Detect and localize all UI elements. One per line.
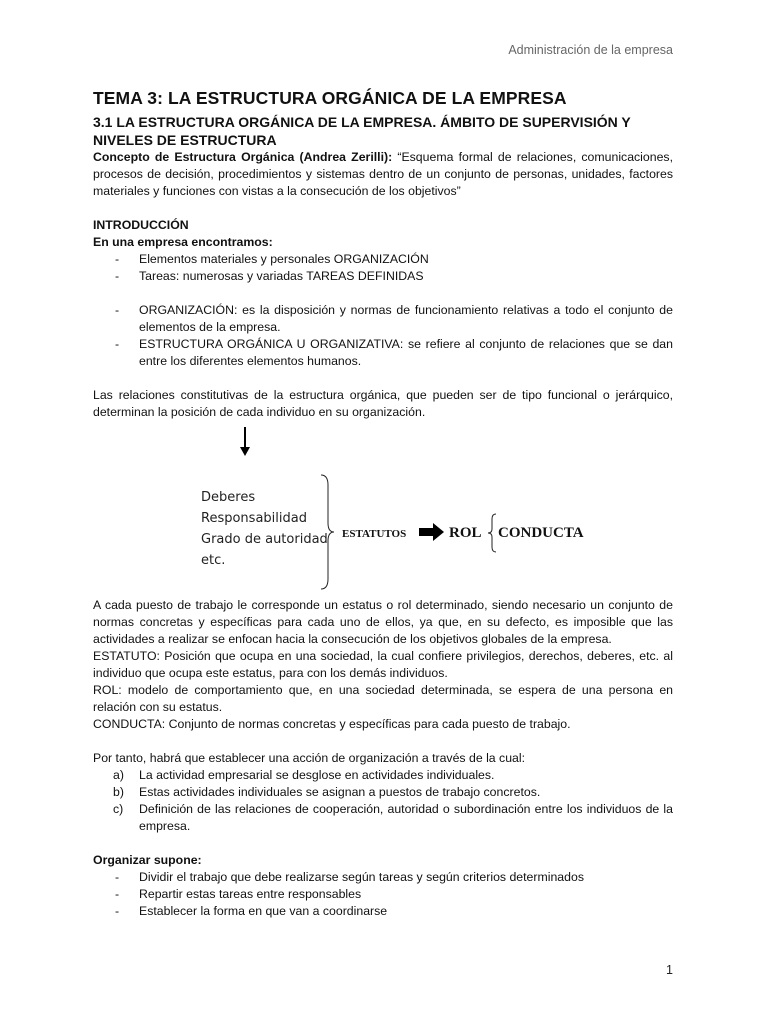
concept-paragraph xyxy=(93,149,673,200)
document-body xyxy=(93,88,673,920)
page-number: 1 xyxy=(666,963,673,977)
list-item xyxy=(93,268,673,285)
running-header: Administración de la empresa xyxy=(508,43,673,57)
relations-paragraph: Las relaciones constitutivas de la estructura orgánica, que pueden ser de tipo funcional o jerárquico, determinan la posición de cada individuo en su organización. xyxy=(93,388,673,419)
intro-list-1 xyxy=(93,251,673,285)
right-arrow-icon xyxy=(419,522,445,542)
diagram-item: Responsabilidad xyxy=(201,511,307,526)
list-item-text: Elementos materiales y personales ORGANIZACIÓN xyxy=(139,252,429,266)
concept-text: “Esquema formal de relaciones, comunicaciones, procesos de decisión, procedimientos y sistemas dentro de un conjunto de personas, unidades, factores materiales y funciones con vistas a la consecución de los objetivos” xyxy=(93,150,673,198)
left-brace-icon xyxy=(487,513,497,553)
concept-label: Concepto de Estructura Orgánica (Andrea Zerilli): xyxy=(93,150,393,164)
list-marker: a) xyxy=(113,768,124,782)
dash-bullet: - xyxy=(115,904,120,918)
page-title: TEMA 3: LA ESTRUCTURA ORGÁNICA DE LA EMPRESA xyxy=(93,88,567,108)
diagram-items xyxy=(201,487,328,571)
dash-bullet: - xyxy=(115,252,120,266)
dash-bullet: - xyxy=(115,303,120,317)
list-item xyxy=(93,336,673,370)
list-item-text: Tareas: numerosas y variadas TAREAS DEFINIDAS xyxy=(139,269,424,283)
paragraph-rol: ROL: modelo de comportamiento que, en una sociedad determinada, se espera de una persona en relación con su estatus. xyxy=(93,683,673,714)
list-item xyxy=(93,251,673,268)
dash-bullet: - xyxy=(115,269,120,283)
list-item xyxy=(93,886,673,903)
down-arrow-icon xyxy=(244,427,246,449)
intro-list-2 xyxy=(93,302,673,370)
list-item xyxy=(93,801,673,835)
paragraph-conducta: CONDUCTA: Conjunto de normas concretas y específicas para cada puesto de trabajo. xyxy=(93,717,571,731)
organizar-heading: Organizar supone: xyxy=(93,853,202,867)
dash-bullet: - xyxy=(115,870,120,884)
list-item-text: Establecer la forma en que van a coordinarse xyxy=(139,904,388,918)
list-marker: b) xyxy=(113,785,124,799)
diagram-item: Deberes xyxy=(201,490,256,505)
list-item-text: Estas actividades individuales se asignan a puestos de trabajo concretos. xyxy=(139,785,541,799)
paragraph-status: A cada puesto de trabajo le corresponde un estatus o rol determinado, siendo necesario un conjunto de normas concretas y específicas para cada uno de ellos, ya que, en su defecto, es imposible que las actividades a realizar se enfocan hacia la consecución de los objetivos globales de la empresa. xyxy=(93,598,673,646)
diagram-item: Grado de autoridad xyxy=(201,532,328,547)
conducta-label: CONDUCTA xyxy=(498,525,584,541)
paragraph-accion: Por tanto, habrá que establecer una acción de organización a través de la cual: xyxy=(93,751,526,765)
list-item xyxy=(93,302,673,336)
list-item-text: ESTRUCTURA ORGÁNICA U ORGANIZATIVA: se refiere al conjunto de relaciones que se dan entre los diferentes elementos humanos. xyxy=(139,337,673,368)
status-diagram xyxy=(93,421,673,597)
list-item-text: Repartir estas tareas entre responsables xyxy=(139,887,362,901)
right-brace-icon xyxy=(318,473,338,591)
section-subtitle: 3.1 LA ESTRUCTURA ORGÁNICA DE LA EMPRESA. ÁMBITO DE SUPERVISIÓN Y NIVELES DE ESTRUCTURA xyxy=(93,114,631,148)
down-arrow-head-icon xyxy=(240,447,250,456)
intro-subheading: En una empresa encontramos: xyxy=(93,235,273,249)
estatutos-label: ESTATUTOS xyxy=(342,528,407,540)
list-item-text: Definición de las relaciones de cooperación, autoridad o subordinación entre los individuos de la empresa. xyxy=(139,802,673,833)
diagram-item: etc. xyxy=(201,553,226,568)
list-item xyxy=(93,869,673,886)
rol-label: ROL xyxy=(449,525,482,541)
dash-bullet: - xyxy=(115,337,120,351)
list-item xyxy=(93,767,673,784)
list-item-text: ORGANIZACIÓN: es la disposición y normas de funcionamiento relativas a todo el conjunto de elementos de la empresa. xyxy=(139,303,673,334)
list-item-text: Dividir el trabajo que debe realizarse según tareas y según criterios determinados xyxy=(139,870,584,884)
list-item xyxy=(93,784,673,801)
dash-bullet: - xyxy=(115,887,120,901)
organizar-list xyxy=(93,869,673,920)
paragraph-estatuto: ESTATUTO: Posición que ocupa en una sociedad, la cual confiere privilegios, derechos, deberes, etc. al individuo que ocupa este estatus, para con los demás individuos. xyxy=(93,649,673,680)
list-item xyxy=(93,903,673,920)
list-item-text: La actividad empresarial se desglose en actividades individuales. xyxy=(139,768,495,782)
alpha-list xyxy=(93,767,673,835)
intro-heading: INTRODUCCIÓN xyxy=(93,218,189,232)
list-marker: c) xyxy=(113,802,124,816)
